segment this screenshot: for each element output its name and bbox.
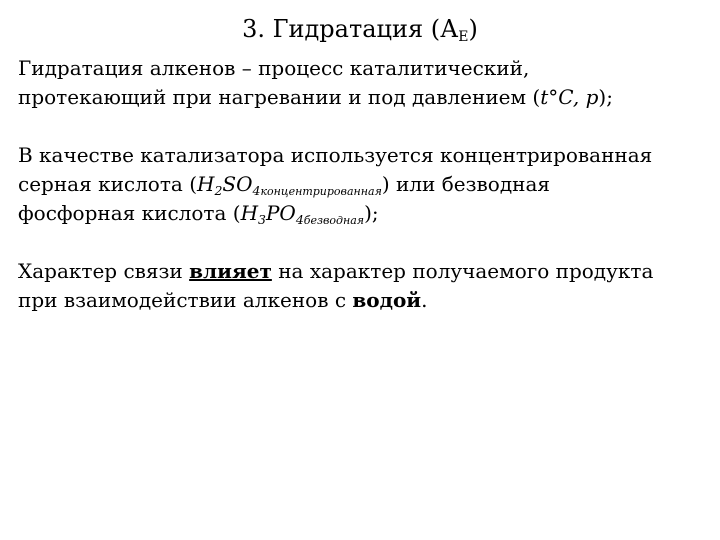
conditions-variables: t°C, p [540,85,599,109]
para2-line2-post: ) или безводная [381,172,551,196]
para1-line1: Гидратация алкенов – процесс каталитический, [18,56,530,80]
paragraph-gap [18,228,708,257]
sulfuric-acid-formula [197,172,382,196]
formula-note-anhydrous: безводная [303,214,365,227]
emphasis-influences: влияет [189,259,272,283]
para3-line1-post: на характер получаемого продукта [271,259,654,283]
para2-line3 [18,199,708,228]
phosphoric-acid-formula [241,201,365,225]
para1-line2 [18,83,708,112]
para1-line2-pre: протекающий при нагревании и под давлением ( [18,85,541,109]
title-close: ) [468,15,478,43]
emphasis-water: водой [352,288,422,312]
para2-line3-pre: фосфорная кислота ( [18,201,241,225]
formula-sub-2: 2 [214,183,223,198]
paragraph-catalyst [18,141,708,228]
slide-body [18,54,708,315]
title-subscript: Е [458,29,469,45]
para2-line2 [18,170,708,199]
formula-sub-3: 3 [258,212,266,227]
formula-h: H [240,201,259,225]
paragraph-bond-character [18,257,708,315]
formula-sub-4: 4 [295,212,304,227]
para3-line1-pre: Характер связи [18,259,190,283]
title-text: 3. Гидратация (А [242,15,459,43]
paragraph-gap [18,112,708,141]
slide-title [0,14,720,44]
para3-line1 [18,257,708,286]
para1-line2-post: ); [598,85,613,109]
para3-line2-post: . [421,288,428,312]
paragraph-hydration-definition [18,54,708,112]
formula-h: H [197,172,215,196]
para2-line3-post: ); [364,201,379,225]
para2-line2-pre: серная кислота ( [18,172,197,196]
formula-so: SO [222,172,253,196]
formula-note-concentrated: концентрированная [260,185,382,198]
para3-line2-pre: при взаимодействии алкенов с [18,288,353,312]
para2-line1: В качестве катализатора используется концентрированная [18,143,653,167]
para3-line2 [18,286,708,315]
formula-po: PO [265,201,296,225]
formula-sub-4: 4 [252,183,261,198]
